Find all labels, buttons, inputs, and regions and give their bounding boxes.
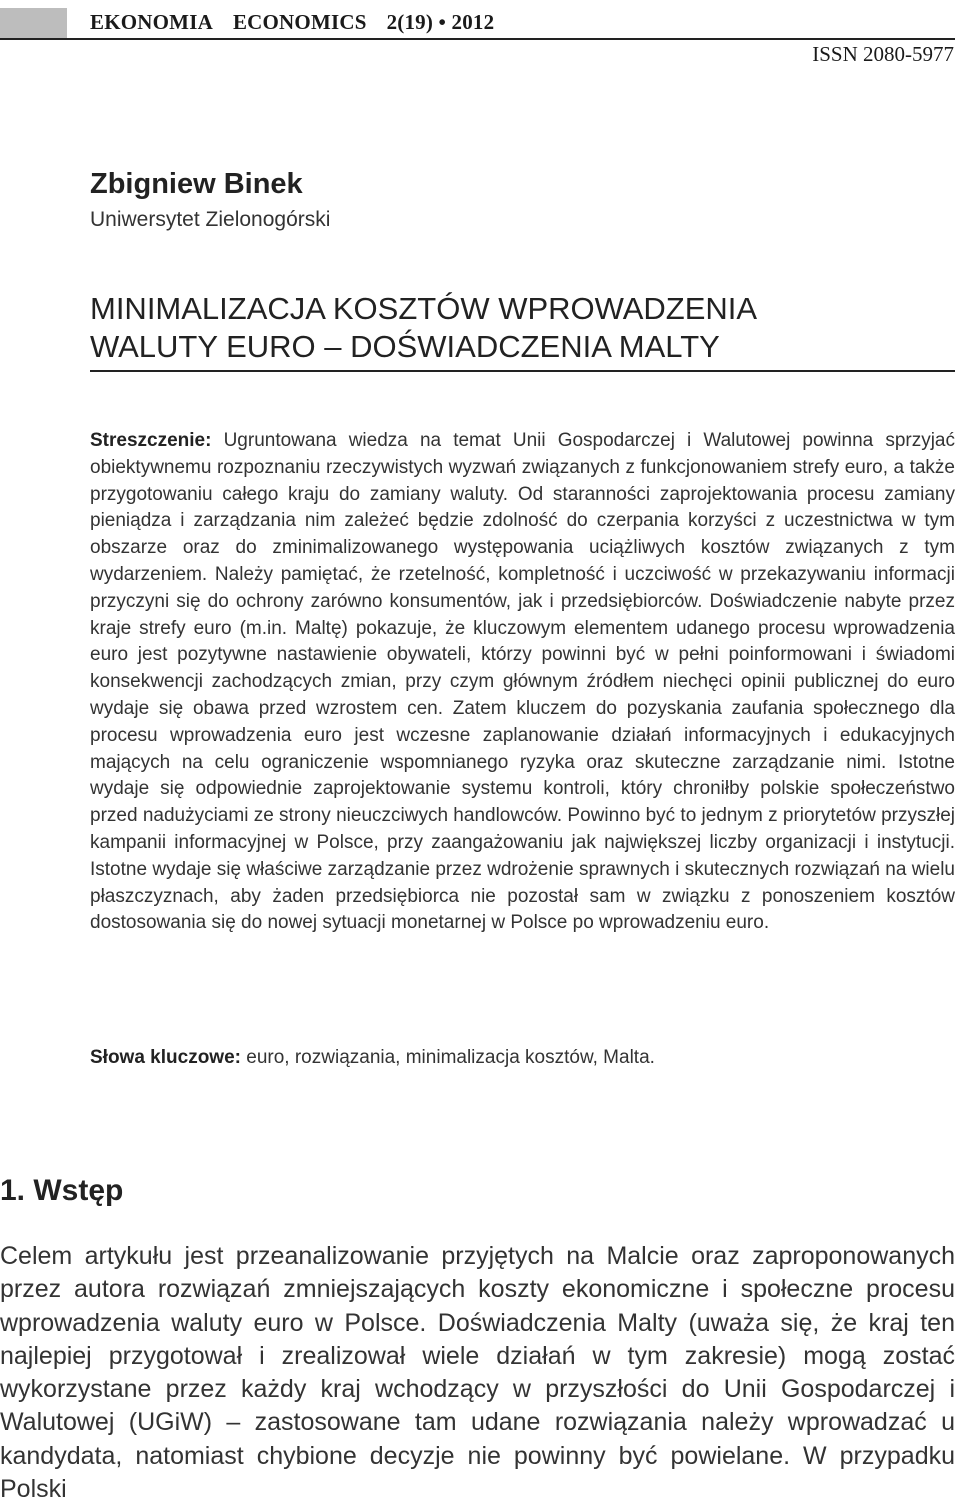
keywords (90, 1047, 955, 1069)
article-title-line-1: MINIMALIZACJA KOSZTÓW WPROWADZENIA (90, 291, 758, 326)
journal-issue: 2(19) • 2012 (386, 10, 495, 34)
journal-name-en: ECONOMICS (232, 10, 367, 34)
title-divider (90, 370, 955, 372)
author-name: Zbigniew Binek (90, 168, 303, 200)
article-title-line-2: WALUTY EURO – DOŚWIADCZENIA MALTY (90, 329, 720, 364)
section-heading: 1. Wstęp (0, 1174, 124, 1207)
journal-name (90, 10, 514, 35)
keywords-label: Słowa kluczowe: (90, 1047, 241, 1068)
section-body: Celem artykułu jest przeanalizowanie przyjętych na Malcie oraz zaproponowanych przez autora rozwiązań zmniejszających koszty ekonomiczne i społeczne procesu wprowadzenia waluty euro w Polsce. Doświadczenia Malty (uważa się, że kraj ten najlepiej przygotował i zrealizował wiele działań w tym zakresie) mogą zostać wykorzystane przez każdy kraj wchodzący w przyszłości do Unii Gospodarczej i Walutowej (UGiW) – zastosowane tam udane rozwiązania należy wprowadzać u kandydata, natomiast chybione decyzje nie powinny być powielane. W przypadku Polski (0, 1242, 955, 1504)
abstract (90, 428, 955, 937)
header-gray-block (0, 8, 67, 38)
issn: ISSN 2080-5977 (812, 42, 954, 66)
abstract-label: Streszczenie: (90, 430, 212, 451)
journal-header (0, 8, 955, 40)
keywords-text: euro, rozwiązania, minimalizacja kosztów, Malta. (246, 1047, 655, 1068)
abstract-text: Ugruntowana wiedza na temat Unii Gospodarczej i Walutowej powinna sprzyjać obiektywnemu rozpoznaniu rzeczywistych wyzwań związanych z funkcjonowaniem strefy euro, a także przygotowaniu całego kraju do zamiany waluty. Od staranności zaprojektowania procesu zamiany pieniądza i zarządzania nim zależeć będzie zdolność do czerpania korzyści z uczestnictwa w tym obszarze oraz do zminimalizowanego występowania uciążliwych kosztów związanych z tym wydarzeniem. Należy pamiętać, że rzetelność, kompletność i uczciwość w przekazywaniu informacji przyczyni się do ochrony zarówno konsumentów, jak i przedsiębiorców. Doświadczenie nabyte przez kraje strefy euro (m.in. Maltę) pokazuje, że kluczowym elementem udanego procesu wprowadzenia euro jest pozytywne nastawienie obywateli, którzy powinni być w pełni poinformowani i świadomi konsekwencji zachodzących zmian, przy czym głównym źródłem niechęci opinii publicznej do euro wydaje się obawa przed wzrostem cen. Zatem kluczem do pozyskania zaufania społecznego dla procesu wprowadzenia euro jest wczesne zaplanowanie działań informacyjnych i edukacyjnych mających na celu ograniczenie wspomnianego ryzyka oraz skuteczne zarządzanie nimi. Istotne wydaje się odpowiednie zaprojektowanie systemu kontroli, który chroniłby polskie społeczeństwo przed nadużyciami ze strony nieuczciwych handlowców. Powinno być to jednym z priorytetów przyszłej kampanii informacyjnej w Polsce, przy zaangażowaniu jak największej liczby organizacji i instytucji. Istotne wydaje się właściwe zarządzanie przez wdrożenie sprawnych i skutecznych rozwiązań na wielu płaszczyznach, aby żaden przedsiębiorca nie pozostał sam w związku z ponoszeniem kosztów dostosowania się do nowej sytuacji monetarnej w Polsce po wprowadzeniu euro. (90, 430, 955, 934)
article-title (90, 290, 757, 366)
journal-name-pl: EKONOMIA (90, 10, 213, 34)
author-affiliation: Uniwersytet Zielonogórski (90, 208, 331, 231)
